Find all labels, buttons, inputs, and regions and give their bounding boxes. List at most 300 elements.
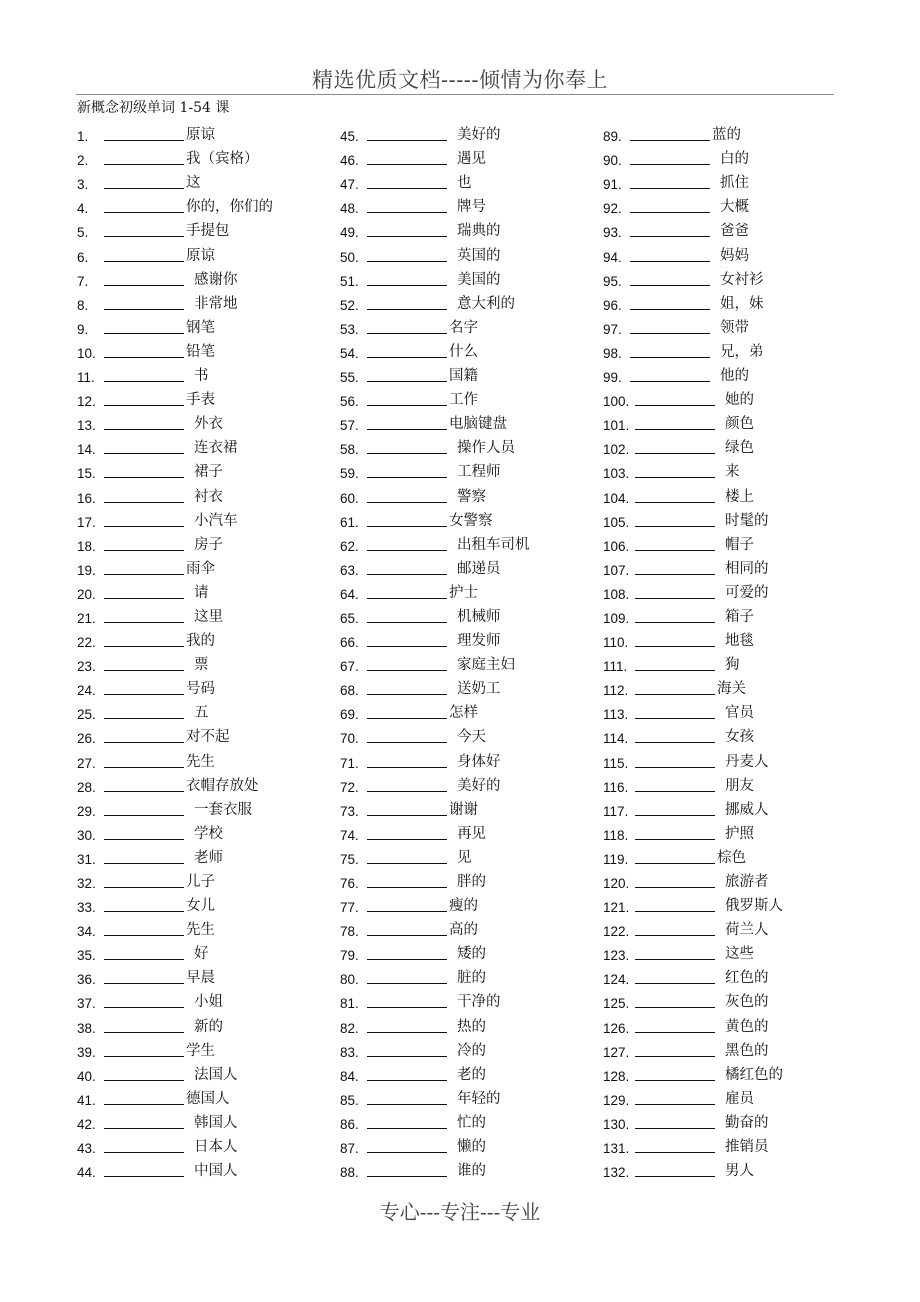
answer-blank[interactable] [367, 381, 447, 382]
vocab-row [77, 674, 273, 698]
answer-blank[interactable] [367, 1056, 447, 1057]
item-number: 50. [340, 249, 359, 265]
vocab-row [77, 481, 273, 505]
vocab-meaning: 韩国人 [194, 1114, 238, 1131]
vocab-row [340, 939, 530, 963]
item-number: 48. [340, 201, 359, 217]
vocab-meaning: 小姐 [194, 994, 223, 1011]
answer-blank[interactable] [104, 405, 184, 406]
answer-blank[interactable] [367, 670, 447, 671]
vocab-meaning: 热的 [457, 1018, 486, 1035]
answer-blank[interactable] [104, 140, 184, 141]
item-number: 29. [77, 803, 96, 819]
item-number: 68. [340, 683, 359, 699]
vocab-row [77, 168, 273, 192]
item-number: 40. [77, 1068, 96, 1084]
vocab-row [603, 819, 783, 843]
answer-blank[interactable] [630, 309, 710, 310]
item-number: 49. [340, 225, 359, 241]
vocab-row [603, 843, 783, 867]
answer-blank[interactable] [367, 236, 447, 237]
answer-blank[interactable] [367, 188, 447, 189]
answer-blank[interactable] [367, 742, 447, 743]
item-number: 91. [603, 177, 622, 193]
answer-blank[interactable] [104, 959, 184, 960]
answer-blank[interactable] [367, 767, 447, 768]
vocab-meaning: 美国的 [457, 271, 501, 288]
vocab-row [340, 313, 530, 337]
vocab-row [77, 1060, 273, 1084]
answer-blank[interactable] [367, 646, 447, 647]
answer-blank[interactable] [367, 1176, 447, 1177]
answer-blank[interactable] [367, 574, 447, 575]
answer-blank[interactable] [104, 285, 184, 286]
answer-blank[interactable] [367, 526, 447, 527]
answer-blank[interactable] [104, 526, 184, 527]
item-number: 93. [603, 225, 622, 241]
vocab-row [603, 1132, 783, 1156]
vocab-row [340, 289, 530, 313]
answer-blank[interactable] [104, 453, 184, 454]
vocab-row [603, 289, 783, 313]
answer-blank[interactable] [635, 694, 715, 695]
answer-blank[interactable] [367, 839, 447, 840]
vocab-row [77, 313, 273, 337]
vocab-row [603, 1011, 783, 1035]
vocab-row [603, 963, 783, 987]
answer-blank[interactable] [635, 574, 715, 575]
answer-blank[interactable] [630, 357, 710, 358]
item-number: 75. [340, 851, 359, 867]
vocab-meaning: 脏的 [457, 970, 486, 987]
answer-blank[interactable] [104, 261, 184, 262]
vocab-row [603, 361, 783, 385]
answer-blank[interactable] [104, 502, 184, 503]
answer-blank[interactable] [635, 453, 715, 454]
vocab-row [340, 987, 530, 1011]
vocab-meaning: 白的 [720, 151, 749, 168]
answer-blank[interactable] [367, 694, 447, 695]
answer-blank[interactable] [630, 140, 710, 141]
vocab-meaning: 箱子 [725, 608, 754, 625]
answer-blank[interactable] [635, 622, 715, 623]
answer-blank[interactable] [104, 1080, 184, 1081]
vocab-meaning: 早晨 [186, 970, 215, 987]
answer-blank[interactable] [367, 477, 447, 478]
vocab-meaning: 意大利的 [457, 295, 515, 312]
vocab-meaning: 今天 [457, 729, 486, 746]
answer-blank[interactable] [367, 1152, 447, 1153]
vocab-row [77, 891, 273, 915]
answer-blank[interactable] [630, 261, 710, 262]
vocab-meaning: 这 [186, 175, 201, 192]
vocab-meaning: 丹麦人 [725, 753, 769, 770]
answer-blank[interactable] [367, 622, 447, 623]
item-number: 111. [603, 659, 628, 675]
answer-blank[interactable] [104, 1152, 184, 1153]
answer-blank[interactable] [635, 887, 715, 888]
answer-blank[interactable] [367, 959, 447, 960]
item-number: 105. [603, 514, 630, 530]
answer-blank[interactable] [367, 164, 447, 165]
answer-blank[interactable] [367, 863, 447, 864]
answer-blank[interactable] [104, 983, 184, 984]
vocab-row [340, 722, 530, 746]
vocab-row [77, 337, 273, 361]
vocab-meaning: 这里 [194, 608, 223, 625]
item-number: 18. [77, 538, 96, 554]
vocab-row [340, 168, 530, 192]
vocab-meaning: 她的 [725, 392, 754, 409]
answer-blank[interactable] [367, 309, 447, 310]
answer-blank[interactable] [635, 598, 715, 599]
answer-blank[interactable] [104, 429, 184, 430]
vocab-meaning: 操作人员 [457, 440, 515, 457]
vocab-row [340, 915, 530, 939]
item-number: 82. [340, 1020, 359, 1036]
vocab-row [77, 240, 273, 264]
answer-blank[interactable] [630, 285, 710, 286]
vocab-row [340, 240, 530, 264]
vocab-meaning: 美好的 [457, 127, 501, 144]
answer-blank[interactable] [367, 1104, 447, 1105]
vocab-row [603, 168, 783, 192]
item-number: 103. [603, 466, 630, 482]
answer-blank[interactable] [635, 1128, 715, 1129]
vocab-meaning: 我（宾格） [186, 151, 259, 168]
vocab-row [77, 650, 273, 674]
vocab-row [77, 289, 273, 313]
answer-blank[interactable] [367, 1128, 447, 1129]
vocab-row [77, 698, 273, 722]
answer-blank[interactable] [367, 718, 447, 719]
answer-blank[interactable] [367, 212, 447, 213]
answer-blank[interactable] [635, 815, 715, 816]
answer-blank[interactable] [635, 742, 715, 743]
vocab-row [77, 192, 273, 216]
answer-blank[interactable] [635, 550, 715, 551]
vocab-meaning: 来 [725, 464, 740, 481]
vocab-row [77, 771, 273, 795]
vocab-row [340, 361, 530, 385]
vocab-meaning: 姐，妹 [720, 295, 764, 312]
answer-blank[interactable] [104, 742, 184, 743]
item-number: 99. [603, 370, 622, 386]
vocab-meaning: 好 [194, 946, 209, 963]
vocab-meaning: 衣帽存放处 [186, 777, 259, 794]
answer-blank[interactable] [104, 309, 184, 310]
answer-blank[interactable] [635, 502, 715, 503]
vocab-row [77, 722, 273, 746]
answer-blank[interactable] [104, 1056, 184, 1057]
vocab-meaning: 钢笔 [186, 319, 215, 336]
item-number: 112. [603, 683, 629, 699]
answer-blank[interactable] [635, 718, 715, 719]
answer-blank[interactable] [367, 1080, 447, 1081]
vocab-row [77, 963, 273, 987]
answer-blank[interactable] [635, 935, 715, 936]
item-number: 66. [340, 635, 359, 651]
answer-blank[interactable] [104, 839, 184, 840]
answer-blank[interactable] [367, 333, 447, 334]
answer-blank[interactable] [630, 236, 710, 237]
item-number: 88. [340, 1165, 359, 1181]
item-number: 17. [77, 514, 96, 530]
answer-blank[interactable] [104, 574, 184, 575]
vocab-row [340, 385, 530, 409]
answer-blank[interactable] [104, 1104, 184, 1105]
answer-blank[interactable] [367, 911, 447, 912]
answer-blank[interactable] [104, 791, 184, 792]
vocab-meaning: 帽子 [725, 536, 754, 553]
answer-blank[interactable] [635, 839, 715, 840]
vocab-meaning: 什么 [449, 343, 478, 360]
item-number: 118. [603, 827, 629, 843]
answer-blank[interactable] [635, 1032, 715, 1033]
item-number: 24. [77, 683, 96, 699]
vocab-meaning: 出租车司机 [457, 536, 530, 553]
item-number: 34. [77, 924, 96, 940]
vocab-row [340, 795, 530, 819]
vocab-row [77, 1132, 273, 1156]
answer-blank[interactable] [104, 767, 184, 768]
answer-blank[interactable] [367, 791, 447, 792]
answer-blank[interactable] [630, 212, 710, 213]
page-footer: 专心---专注---专业 [379, 1200, 541, 1224]
vocab-row [340, 265, 530, 289]
vocab-meaning: 兄，弟 [720, 343, 764, 360]
vocab-row [340, 120, 530, 144]
vocab-meaning: 冷的 [457, 1042, 486, 1059]
answer-blank[interactable] [104, 550, 184, 551]
answer-blank[interactable] [635, 791, 715, 792]
vocab-row [77, 602, 273, 626]
answer-blank[interactable] [635, 1007, 715, 1008]
answer-blank[interactable] [635, 911, 715, 912]
answer-blank[interactable] [367, 983, 447, 984]
item-number: 104. [603, 490, 630, 506]
vocab-row [77, 867, 273, 891]
vocab-meaning: 原谅 [186, 247, 215, 264]
vocab-meaning: 衬衣 [194, 488, 223, 505]
item-number: 1. [77, 129, 89, 145]
answer-blank[interactable] [104, 622, 184, 623]
vocab-meaning: 对不起 [186, 729, 230, 746]
vocab-meaning: 懒的 [457, 1139, 486, 1156]
vocab-row [340, 650, 530, 674]
vocab-column-1 [77, 120, 273, 1180]
answer-blank[interactable] [104, 670, 184, 671]
vocab-column-2 [340, 120, 530, 1180]
answer-blank[interactable] [367, 453, 447, 454]
answer-blank[interactable] [104, 1176, 184, 1177]
vocab-meaning: 护照 [725, 825, 754, 842]
answer-blank[interactable] [630, 188, 710, 189]
vocab-meaning: 灰色的 [725, 994, 769, 1011]
item-number: 8. [77, 297, 89, 313]
vocab-meaning: 先生 [186, 922, 215, 939]
answer-blank[interactable] [104, 477, 184, 478]
answer-blank[interactable] [630, 164, 710, 165]
answer-blank[interactable] [104, 164, 184, 165]
vocab-meaning: 女警察 [449, 512, 493, 529]
item-number: 39. [77, 1044, 96, 1060]
vocab-row [603, 1060, 783, 1084]
vocab-row [603, 650, 783, 674]
answer-blank[interactable] [367, 429, 447, 430]
vocab-row [77, 843, 273, 867]
item-number: 59. [340, 466, 359, 482]
answer-blank[interactable] [367, 815, 447, 816]
answer-blank[interactable] [104, 935, 184, 936]
vocab-meaning: 挪威人 [725, 801, 769, 818]
vocab-row [77, 1011, 273, 1035]
answer-blank[interactable] [104, 188, 184, 189]
vocab-row [603, 722, 783, 746]
vocab-row [603, 674, 783, 698]
vocab-row [77, 578, 273, 602]
answer-blank[interactable] [635, 959, 715, 960]
answer-blank[interactable] [635, 526, 715, 527]
answer-blank[interactable] [104, 1007, 184, 1008]
answer-blank[interactable] [635, 670, 715, 671]
answer-blank[interactable] [635, 646, 715, 647]
item-number: 129. [603, 1092, 630, 1108]
answer-blank[interactable] [367, 261, 447, 262]
answer-blank[interactable] [635, 1152, 715, 1153]
item-number: 86. [340, 1116, 359, 1132]
answer-blank[interactable] [104, 236, 184, 237]
answer-blank[interactable] [635, 405, 715, 406]
item-number: 97. [603, 321, 622, 337]
answer-blank[interactable] [104, 1128, 184, 1129]
vocab-meaning: 推销员 [725, 1139, 769, 1156]
answer-blank[interactable] [104, 815, 184, 816]
answer-blank[interactable] [367, 285, 447, 286]
vocab-row [603, 409, 783, 433]
answer-blank[interactable] [367, 598, 447, 599]
item-number: 98. [603, 345, 622, 361]
item-number: 44. [77, 1165, 96, 1181]
item-number: 78. [340, 924, 359, 940]
vocab-row [340, 337, 530, 361]
vocab-meaning: 海关 [717, 681, 746, 698]
item-number: 45. [340, 129, 359, 145]
item-number: 21. [77, 610, 96, 626]
vocab-meaning: 俄罗斯人 [725, 898, 783, 915]
item-number: 10. [77, 345, 96, 361]
answer-blank[interactable] [104, 212, 184, 213]
answer-blank[interactable] [635, 429, 715, 430]
answer-blank[interactable] [635, 863, 715, 864]
answer-blank[interactable] [635, 767, 715, 768]
vocab-row [340, 1011, 530, 1035]
vocab-row [77, 1036, 273, 1060]
answer-blank[interactable] [367, 887, 447, 888]
vocab-meaning: 房子 [194, 536, 223, 553]
answer-blank[interactable] [635, 1056, 715, 1057]
answer-blank[interactable] [104, 863, 184, 864]
vocab-row [77, 554, 273, 578]
answer-blank[interactable] [367, 140, 447, 141]
vocab-meaning: 外衣 [194, 416, 223, 433]
item-number: 84. [340, 1068, 359, 1084]
vocab-meaning: 老师 [194, 849, 223, 866]
vocab-row [603, 795, 783, 819]
answer-blank[interactable] [367, 502, 447, 503]
vocab-row [340, 843, 530, 867]
item-number: 100. [603, 394, 630, 410]
answer-blank[interactable] [635, 1176, 715, 1177]
answer-blank[interactable] [104, 1032, 184, 1033]
answer-blank[interactable] [367, 1007, 447, 1008]
vocab-row [340, 698, 530, 722]
vocab-meaning: 矮的 [457, 946, 486, 963]
vocab-meaning: 法国人 [194, 1066, 238, 1083]
vocab-row [603, 265, 783, 289]
vocab-meaning: 领带 [720, 319, 749, 336]
answer-blank[interactable] [635, 1080, 715, 1081]
item-number: 95. [603, 273, 622, 289]
vocab-row [340, 602, 530, 626]
vocab-meaning: 爸爸 [720, 223, 749, 240]
item-number: 74. [340, 827, 359, 843]
answer-blank[interactable] [104, 646, 184, 647]
item-number: 23. [77, 659, 96, 675]
vocab-meaning: 护士 [449, 584, 478, 601]
answer-blank[interactable] [104, 887, 184, 888]
vocab-meaning: 这些 [725, 946, 754, 963]
vocab-meaning: 女衬衫 [720, 271, 764, 288]
vocab-row [603, 987, 783, 1011]
answer-blank[interactable] [104, 911, 184, 912]
answer-blank[interactable] [104, 381, 184, 382]
item-number: 96. [603, 297, 622, 313]
vocab-meaning: 怎样 [449, 705, 478, 722]
vocab-meaning: 一套衣服 [194, 801, 252, 818]
vocab-row [603, 578, 783, 602]
answer-blank[interactable] [367, 550, 447, 551]
vocab-row [340, 771, 530, 795]
vocab-meaning: 美好的 [457, 777, 501, 794]
vocab-meaning: 工程师 [457, 464, 501, 481]
answer-blank[interactable] [367, 405, 447, 406]
answer-blank[interactable] [635, 983, 715, 984]
answer-blank[interactable] [367, 1032, 447, 1033]
vocab-meaning: 五 [194, 705, 209, 722]
answer-blank[interactable] [630, 381, 710, 382]
item-number: 52. [340, 297, 359, 313]
answer-blank[interactable] [367, 935, 447, 936]
item-number: 31. [77, 851, 96, 867]
vocab-meaning: 瘦的 [449, 898, 478, 915]
vocab-row [340, 1060, 530, 1084]
vocab-meaning: 女孩 [725, 729, 754, 746]
answer-blank[interactable] [635, 477, 715, 478]
answer-blank[interactable] [630, 333, 710, 334]
answer-blank[interactable] [104, 598, 184, 599]
answer-blank[interactable] [104, 694, 184, 695]
vocab-row [340, 216, 530, 240]
answer-blank[interactable] [104, 357, 184, 358]
vocab-meaning: 可爱的 [725, 584, 769, 601]
answer-blank[interactable] [635, 1104, 715, 1105]
answer-blank[interactable] [104, 333, 184, 334]
vocab-row [603, 915, 783, 939]
answer-blank[interactable] [367, 357, 447, 358]
answer-blank[interactable] [104, 718, 184, 719]
vocab-meaning: 小汽车 [194, 512, 238, 529]
